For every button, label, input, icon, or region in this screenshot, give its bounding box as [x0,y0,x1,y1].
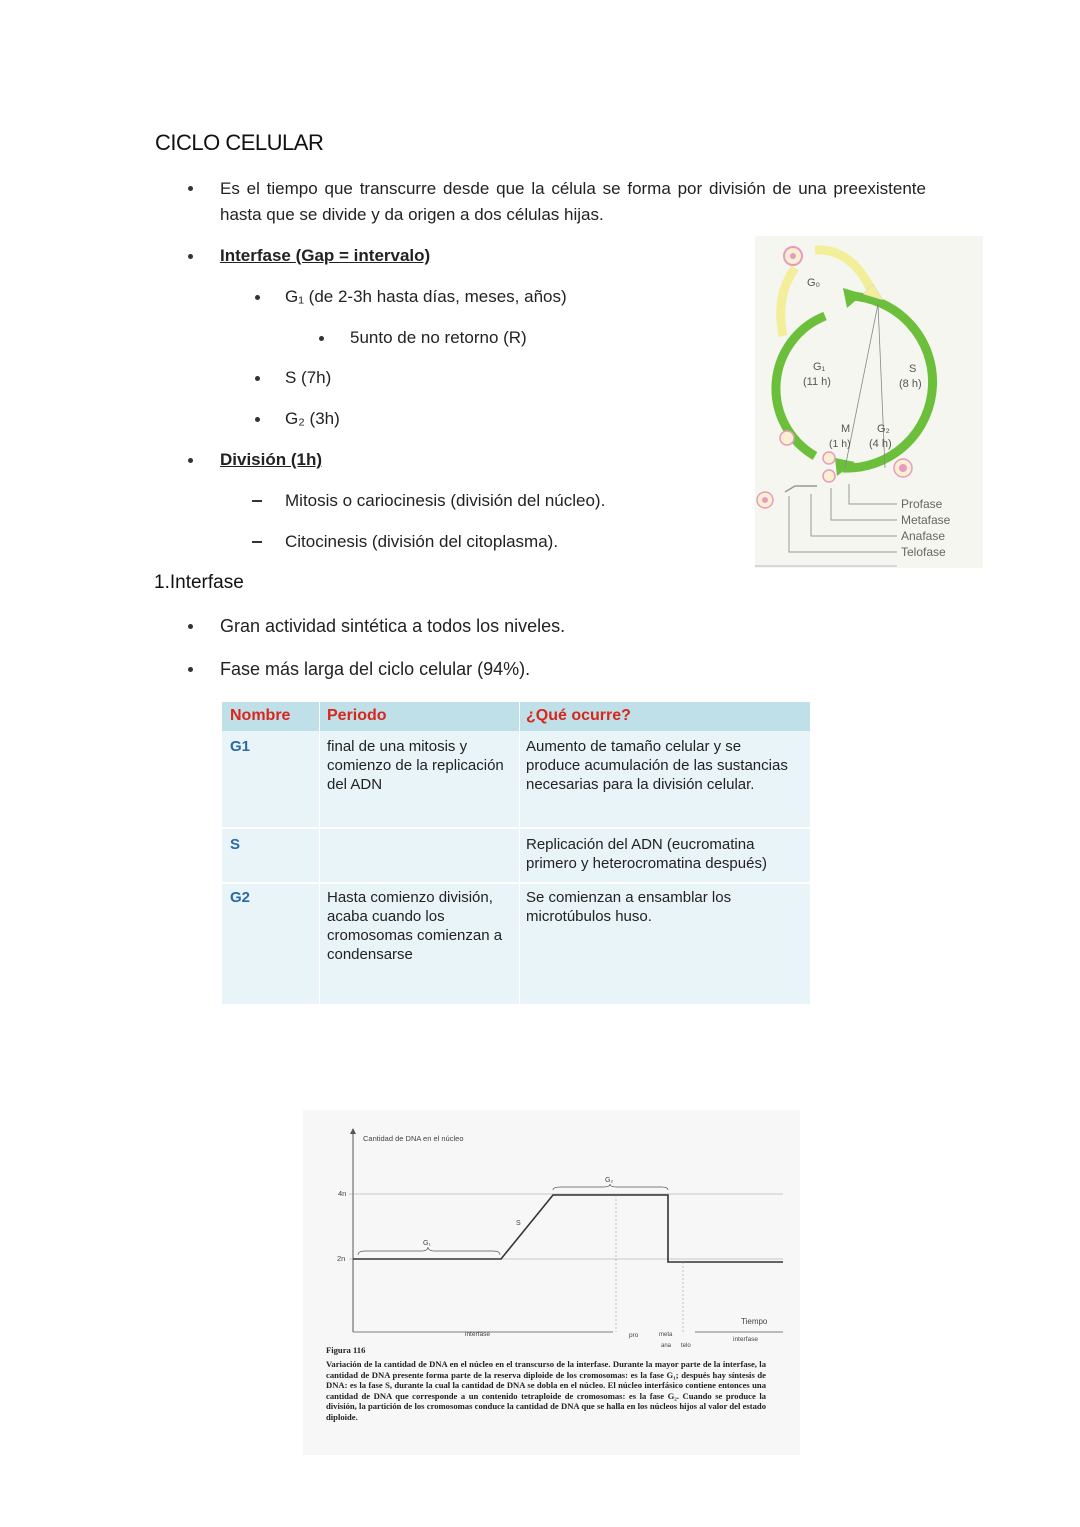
row-name: S [230,836,241,853]
phase-label: Telofase [901,545,946,559]
g2-item: G₂ (3h) [285,409,340,428]
header-que-ocurre: ¿Qué ocurre? [526,707,631,724]
bullet-dot [188,624,193,629]
row-period: final de una mitosis y comienzo de la replicación del ADN [327,738,504,793]
g2-label: G₂ [605,1177,614,1184]
x-axis-label: Tiempo [741,1317,768,1326]
row-what: Se comienzan a ensamblar los microtúbulos huso. [526,889,732,925]
cell [823,452,835,464]
g2-time-label: (4 h) [869,438,892,450]
dash-marker [252,541,262,543]
m-time-label: (1 h) [829,438,851,450]
phase-table [222,702,810,1004]
g1-brace [358,1247,500,1255]
g0-arrow [781,268,795,336]
pro-label: pro [629,1332,639,1339]
division-heading: División (1h) [220,450,323,469]
g0-arrow [815,250,873,294]
bullet-dot [188,458,193,463]
row-divider [222,827,810,829]
definition-text: Es el tiempo que transcurre desde que la célula se forma por división de una preexistente hasta que se divide y da origen a dos células hijas. [220,179,926,224]
row-what: Aumento de tamaño celular y se produce acumulación de las sustancias necesarias para la división celular. [526,738,788,793]
cell-nucleus [790,253,796,259]
row-period: Hasta comienzo división, acaba cuando los cromosomas comienzan a condensarse [327,889,503,963]
bullet-dot [319,336,324,341]
phase-bracket [811,494,897,536]
interfase2-label: interfase [733,1336,758,1343]
tick-4n: 4n [338,1189,347,1198]
dash-marker [252,500,262,502]
bullet-dot [188,667,193,672]
header-periodo: Periodo [327,707,387,724]
cell-cycle-diagram [755,236,983,568]
cell [823,470,835,482]
cell-nucleus [762,497,768,503]
cell-nucleus [899,464,907,472]
page-title: CICLO CELULAR [155,130,324,155]
bullet-dot [188,254,193,259]
g1-time-label: (11 h) [803,376,831,388]
interfase-heading: Interfase (Gap = intervalo) [220,246,431,265]
telo-label: telo [681,1343,691,1349]
s-time-label: (8 h) [899,378,922,390]
s-label: S [516,1220,521,1227]
table-header [222,702,810,731]
bullet-dot [188,186,193,191]
header-nombre: Nombre [230,707,291,724]
m-label: M [841,423,851,435]
column-divider [519,702,520,1004]
interfase-label: interfase [465,1331,490,1338]
cell-cycle-svg [755,236,983,568]
dna-curve [353,1195,783,1262]
meta-label: meta [659,1332,673,1338]
figure-caption: Variación de la cantidad de DNA en el núcleo en el transcurso de la interfase. Durante la mayor parte de la interfase, la cantidad de DNA presente forma parte de la reserva diploide de los cromosomas: es la fase G₁; después hay síntesis de DNA: es la fase S, durante la cual la cantidad de DNA se dobla en el núcleo. El núcleo interfásico contiene entonces una cantidad de DNA que corresponde a un contenido tetraploide de cromosomas: es la fase G₂. Cuando se produce la división, la partición de los cromosomas conduce la cantidad de DNA que se halla en los núcleos hijos al valor del estado diploide. [326,1359,766,1422]
section-bullet: Fase más larga del ciclo celular (94%). [220,659,531,679]
g1-label: G₁ [423,1240,431,1247]
figure-number: Figura 116 [326,1345,366,1355]
dna-figure [303,1110,800,1455]
s-item: S (7h) [285,368,332,387]
g2-label: G₂ [877,423,890,435]
phase-label: Metafase [901,513,951,527]
row-divider [222,882,810,884]
citocinesis-item: Citocinesis (división del citoplasma). [285,532,559,551]
y-axis-arrow [350,1128,356,1134]
section-heading: 1.Interfase [154,572,244,593]
division-arrow [785,486,817,492]
bullet-dot [255,376,260,381]
row-name: G1 [230,738,251,755]
cell [780,431,794,445]
mitosis-item: Mitosis o cariocinesis (división del núcleo). [285,491,606,510]
phase-label: Profase [901,497,943,511]
row-name: G2 [230,889,251,906]
g1-item: G₁ (de 2-3h hasta días, meses, años) [285,287,567,306]
g1-label: G₁ [813,361,826,373]
y-axis-label: Cantidad de DNA en el núcleo [363,1134,464,1143]
ana-label: ana [661,1343,672,1349]
bullet-dot [255,417,260,422]
punto-item: 5unto de no retorno (R) [350,328,527,347]
tick-2n: 2n [337,1254,346,1263]
s-label: S [909,363,917,375]
phase-label: Anafase [901,529,946,543]
row-what: Replicación del ADN (eucromatina primero y heterocromatina después) [526,836,767,872]
section-bullet: Gran actividad sintética a todos los niveles. [220,616,566,636]
g0-label: G₀ [807,277,821,289]
g2-brace [553,1184,668,1190]
column-divider [319,702,320,1004]
bullet-dot [255,295,260,300]
phase-bracket [849,484,897,504]
dna-chart [303,1110,800,1350]
